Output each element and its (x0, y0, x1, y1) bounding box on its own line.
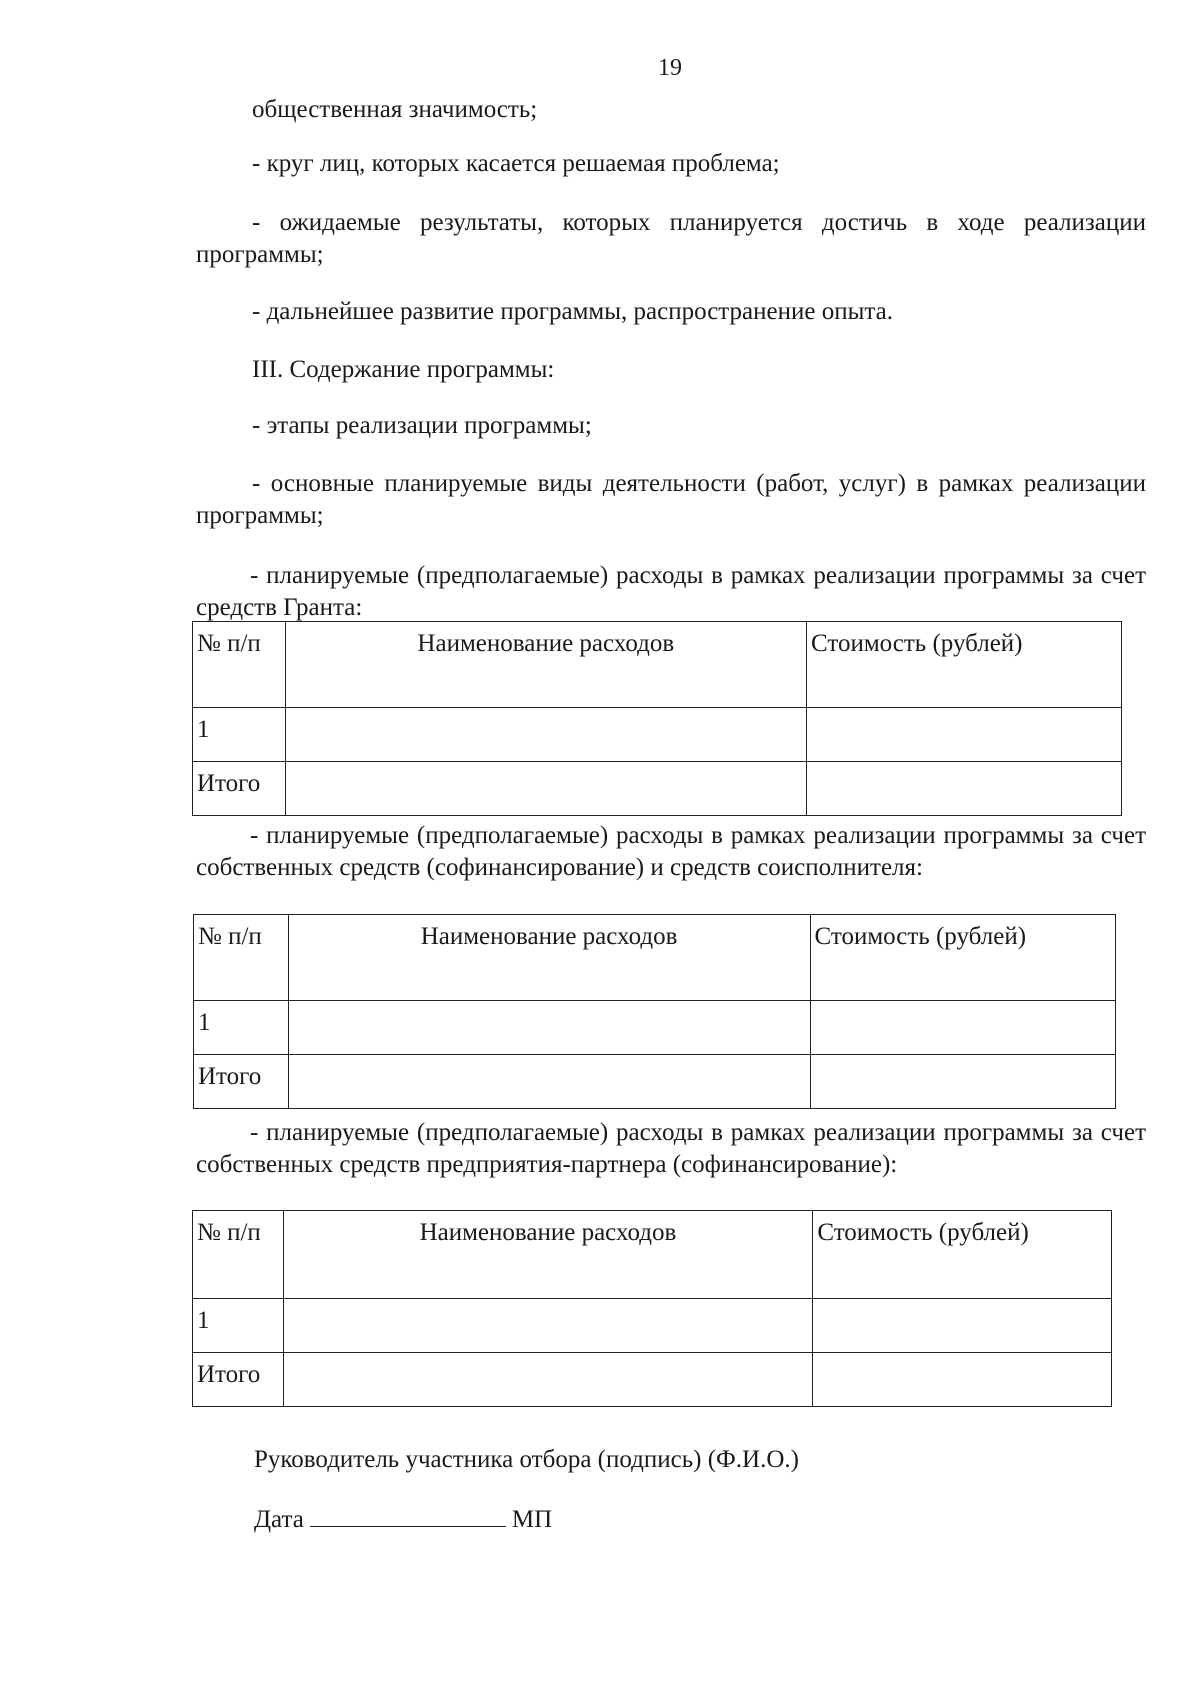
column-header-number: № п/п (194, 915, 289, 1001)
cell-expense-name (283, 1299, 813, 1353)
column-header-cost: Стоимость (рублей) (813, 1211, 1112, 1299)
paragraph-further-development: - дальнейшее развитие программы, распространение опыта. (252, 298, 893, 325)
cell-cost (807, 762, 1122, 816)
date-blank-field (310, 1500, 506, 1527)
paragraph-social-significance: общественная значимость; (252, 96, 538, 123)
date-label: Дата (254, 1506, 304, 1533)
table-header-row (193, 1211, 1112, 1299)
cell-cost (807, 708, 1122, 762)
own-funds-coexecutor-table (193, 914, 1116, 1109)
table-row (193, 708, 1122, 762)
section-heading-program-content: III. Содержание программы: (252, 356, 555, 383)
cell-number: 1 (194, 1001, 289, 1055)
table-header-row (194, 915, 1116, 1001)
table-row (194, 1001, 1116, 1055)
paragraph-main-activities: - основные планируемые виды деятельности (работ, услуг) в рамках реализации программы; (196, 470, 1146, 529)
table-row (193, 1299, 1112, 1353)
cell-expense-name (285, 708, 806, 762)
cell-cost (810, 1001, 1115, 1055)
page-number: 19 (658, 55, 682, 81)
paragraph-partner-enterprise-expenses: - планируемые (предполагаемые) расходы в рамках реализации программы за счет собственных средств предприятия-партнера (софинансирование): (196, 1119, 1146, 1178)
grant-expenses-table (192, 621, 1122, 816)
column-header-number: № п/п (193, 622, 286, 708)
paragraph-program-stages: - этапы реализации программы; (252, 412, 592, 439)
column-header-expense-name: Наименование расходов (285, 622, 806, 708)
table-header-row (193, 622, 1122, 708)
paragraph-own-funds-coexecutor-expenses: - планируемые (предполагаемые) расходы в рамках реализации программы за счет собственных средств (софинансирование) и средств соисполнителя: (196, 822, 1146, 881)
partner-enterprise-table (192, 1210, 1112, 1407)
cell-number: 1 (193, 708, 286, 762)
cell-expense-name (285, 762, 806, 816)
paragraph-expected-results: - ожидаемые результаты, которых планируется достичь в ходе реализации программы; (196, 209, 1146, 268)
cell-cost (813, 1299, 1112, 1353)
cell-number: 1 (193, 1299, 284, 1353)
cell-expense-name (288, 1001, 810, 1055)
table-total-row (193, 762, 1122, 816)
cell-expense-name (288, 1055, 810, 1109)
column-header-cost: Стоимость (рублей) (810, 915, 1115, 1001)
paragraph-affected-persons: - круг лиц, которых касается решаемая проблема; (252, 150, 780, 177)
cell-cost (810, 1055, 1115, 1109)
cell-total-label: Итого (193, 1353, 284, 1407)
column-header-cost: Стоимость (рублей) (807, 622, 1122, 708)
table-total-row (194, 1055, 1116, 1109)
stamp-label: МП (511, 1506, 553, 1533)
signature-line-head: Руководитель участника отбора (подпись) (Ф.И.О.) (254, 1446, 799, 1473)
cell-total-label: Итого (193, 762, 286, 816)
cell-total-label: Итого (194, 1055, 289, 1109)
cell-expense-name (283, 1353, 813, 1407)
column-header-expense-name: Наименование расходов (283, 1211, 813, 1299)
table-total-row (193, 1353, 1112, 1407)
date-stamp-line (254, 1500, 552, 1536)
column-header-number: № п/п (193, 1211, 284, 1299)
cell-cost (813, 1353, 1112, 1407)
paragraph-grant-expenses: - планируемые (предполагаемые) расходы в рамках реализации программы за счет средств Гранта: (196, 562, 1146, 621)
column-header-expense-name: Наименование расходов (288, 915, 810, 1001)
